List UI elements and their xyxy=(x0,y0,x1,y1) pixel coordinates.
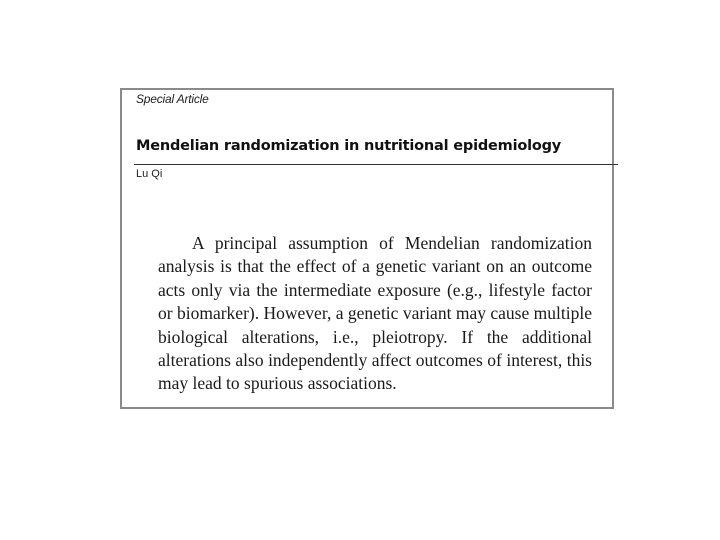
article-type-label: Special Article xyxy=(136,92,209,106)
title-divider xyxy=(134,164,618,165)
article-excerpt-frame xyxy=(120,88,614,409)
article-author: Lu Qi xyxy=(136,168,163,180)
article-body-paragraph: A principal assumption of Mendelian randomization analysis is that the effect of a genetic variant on an outcome acts only via the intermediate exposure (e.g., lifestyle factor or biomarker). However, a genetic variant may cause multiple biological alterations, i.e., pleiotropy. If the additional alterations also independently affect outcomes of interest, this may lead to spurious associations. xyxy=(158,233,592,394)
article-title: Mendelian randomization in nutritional epidemiology xyxy=(136,138,562,154)
